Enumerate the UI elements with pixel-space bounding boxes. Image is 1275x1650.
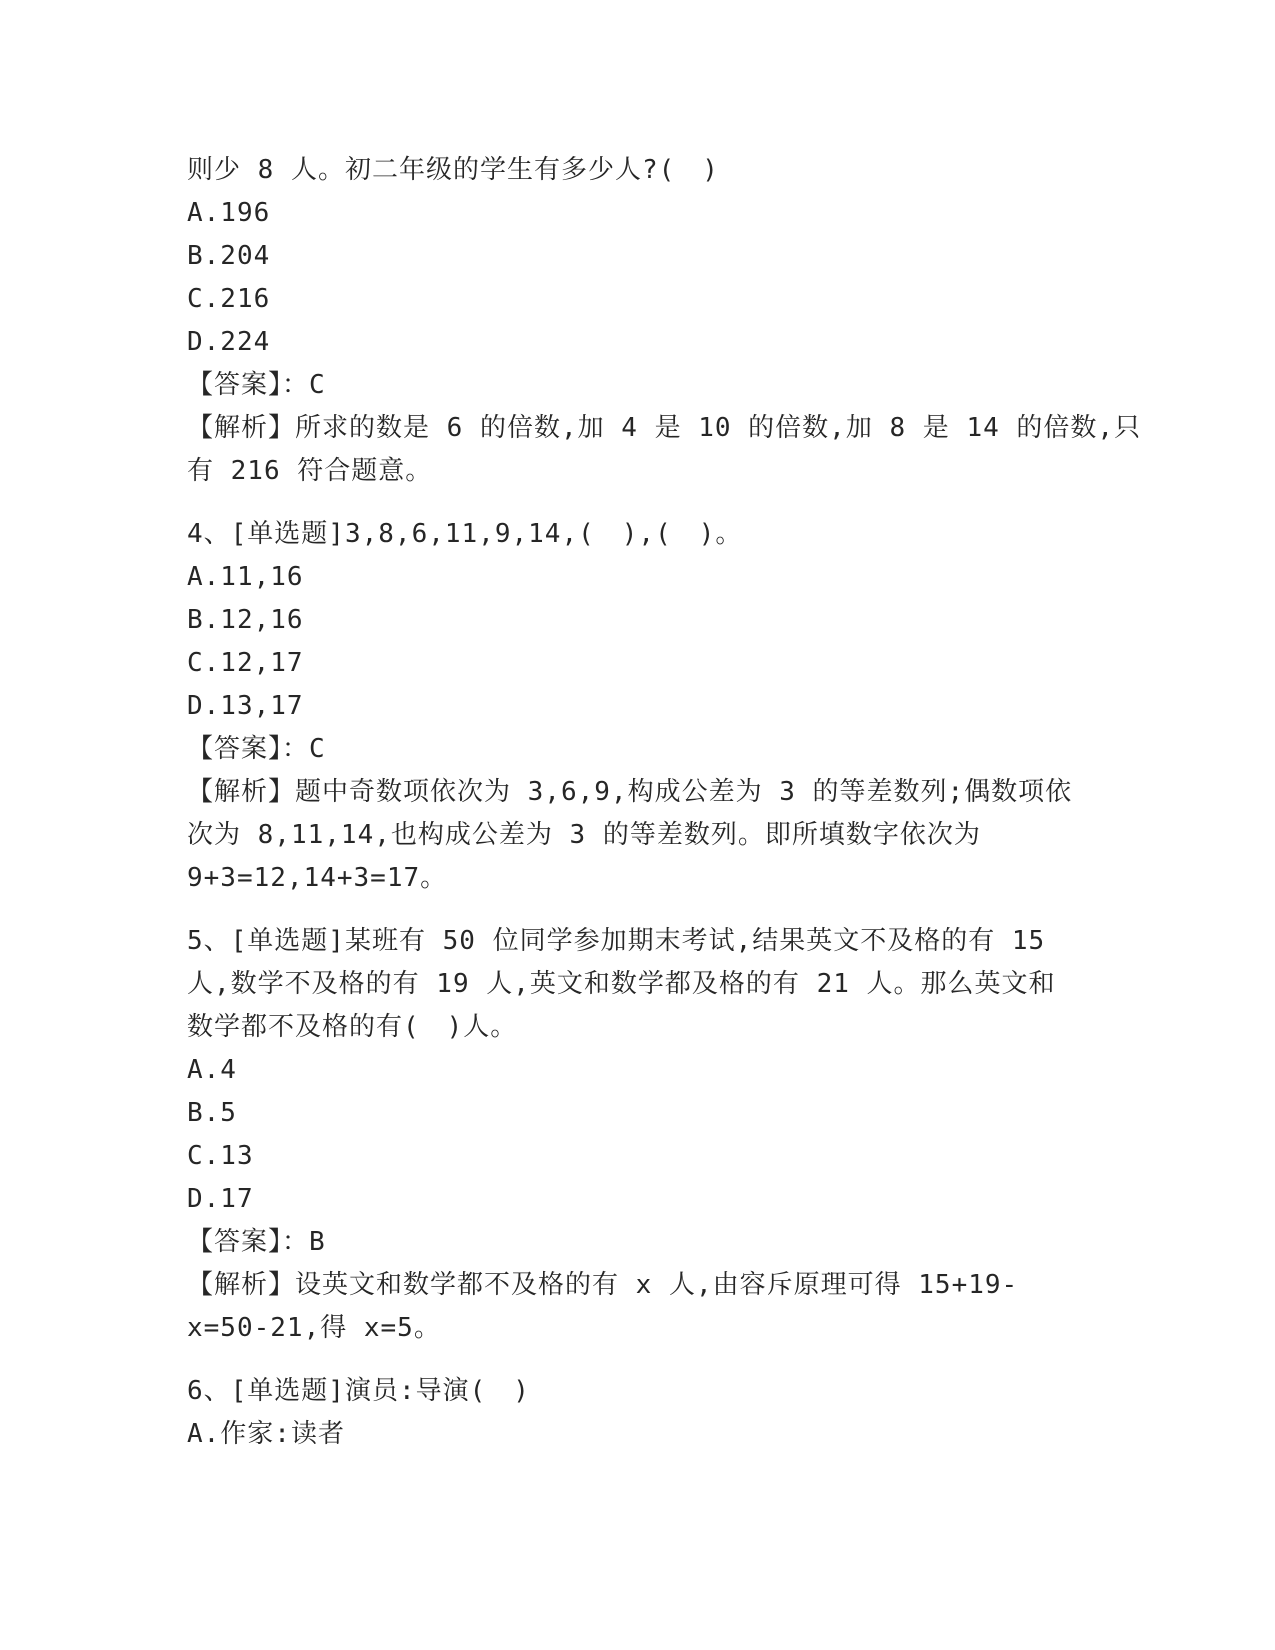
question-3-option-b: B.204 [187, 241, 271, 271]
question-5-answer: 【答案】：B [187, 1227, 326, 1257]
question-4-analysis-line-1: 【解析】题中奇数项依次为 3,6,9,构成公差为 3 的等差数列;偶数项依 [187, 777, 1073, 807]
question-3-stem: 则少 8 人。初二年级的学生有多少人?( ) [187, 155, 719, 185]
question-4-option-a: A.11,16 [187, 562, 304, 592]
question-5-option-a: A.4 [187, 1055, 237, 1085]
question-5 [187, 920, 1087, 1350]
question-5-analysis-line-1: 【解析】设英文和数学都不及格的有 x 人,由容斥原理可得 15+19- [187, 1270, 1019, 1300]
question-5-analysis-line-2: x=50-21,得 x=5。 [187, 1313, 441, 1343]
question-4-stem: 4、[单选题]3,8,6,11,9,14,( ),( )。 [187, 519, 743, 549]
question-4-analysis-line-2: 次为 8,11,14,也构成公差为 3 的等差数列。即所填数字依次为 [187, 820, 981, 850]
question-3-option-c: C.216 [187, 284, 271, 314]
question-5-option-c: C.13 [187, 1141, 254, 1171]
question-5-stem-line-2: 人,数学不及格的有 19 人,英文和数学都及格的有 21 人。那么英文和 [187, 969, 1056, 999]
document-content [187, 149, 1142, 1456]
question-4-analysis-line-3: 9+3=12,14+3=17。 [187, 863, 448, 893]
question-3-answer: 【答案】：C [187, 370, 326, 400]
question-3-option-a: A.196 [187, 198, 271, 228]
question-6-stem: 6、[单选题]演员:导演( ) [187, 1376, 530, 1406]
question-3-analysis-line-1: 【解析】所求的数是 6 的倍数,加 4 是 10 的倍数,加 8 是 14 的倍数,只 [187, 413, 1142, 443]
question-6-option-a: A.作家:读者 [187, 1419, 345, 1449]
question-4-option-c: C.12,17 [187, 648, 304, 678]
question-4 [187, 513, 1087, 900]
question-5-option-b: B.5 [187, 1098, 237, 1128]
question-3-analysis-line-2: 有 216 符合题意。 [187, 456, 433, 486]
question-gap [187, 493, 1087, 513]
question-6 [187, 1370, 1087, 1456]
question-gap [187, 900, 1087, 920]
question-5-stem-line-1: 5、[单选题]某班有 50 位同学参加期末考试,结果英文不及格的有 15 [187, 926, 1046, 956]
question-gap [187, 1350, 1087, 1370]
question-4-answer: 【答案】：C [187, 734, 326, 764]
question-5-option-d: D.17 [187, 1184, 254, 1214]
question-4-option-b: B.12,16 [187, 605, 304, 635]
question-3-option-d: D.224 [187, 327, 271, 357]
question-4-option-d: D.13,17 [187, 691, 304, 721]
question-3 [187, 149, 1142, 493]
question-5-stem-line-3: 数学都不及格的有( )人。 [187, 1012, 518, 1042]
